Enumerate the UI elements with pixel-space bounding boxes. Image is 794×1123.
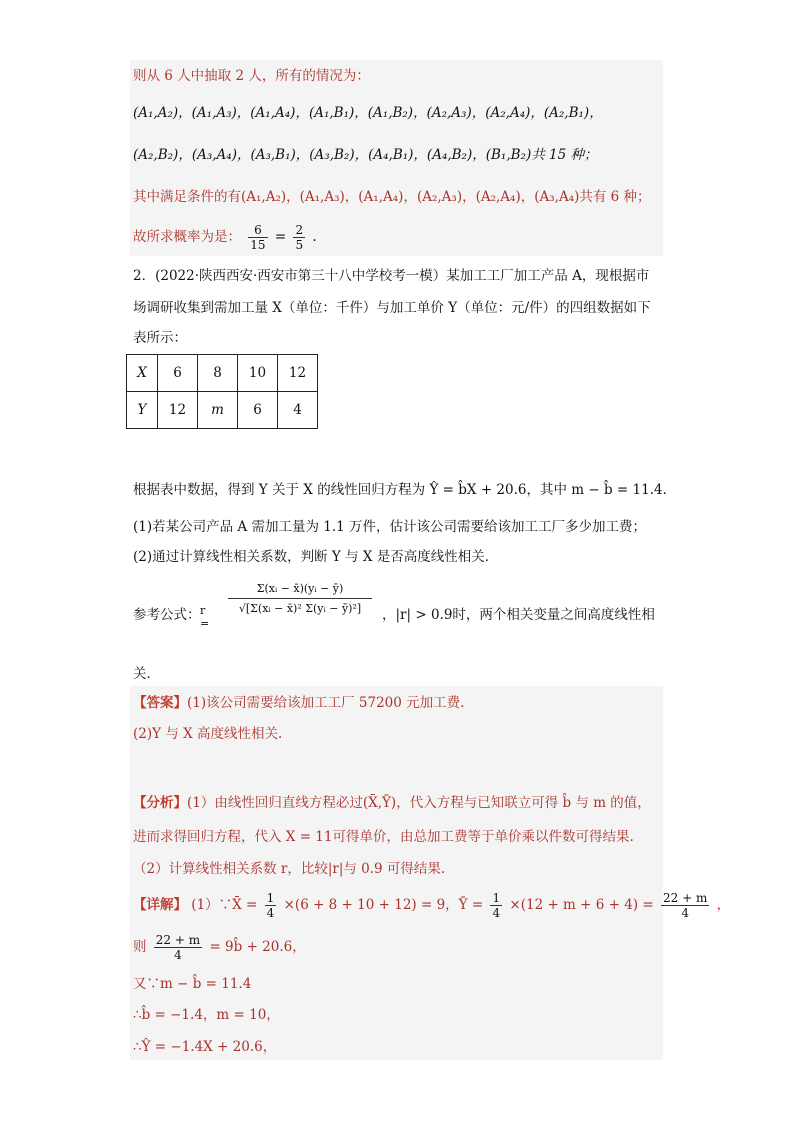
- table-row: X 6 8 10 12: [127, 355, 318, 392]
- detail-4: ∴b̂ = −1.4，m = 10，: [133, 1007, 280, 1023]
- probability-label: 故所求概率为是：: [133, 229, 241, 245]
- probability-line: 故所求概率为是： $\frac{6}{15}$ = $\frac{2}{5}$ .: [133, 223, 317, 252]
- detail-3: 又∵m − b̂ = 11.4: [133, 976, 252, 992]
- detail-5: ∴Ŷ = −1.4X + 20.6，: [133, 1039, 277, 1055]
- cases-row-2: (A₂,B₂)，(A₃,A₄)，(A₃,B₁)，(A₃,B₂)，(A₄,B₁)，(A₄,B₂)，(B₁,B₂)共 15 种；: [133, 147, 598, 163]
- detail-tag: 【详解】: [133, 897, 187, 913]
- answer-1: 【答案】(1)该公司需要给该加工工厂 57200 元加工费.: [133, 695, 465, 711]
- fraction: $\frac{1}{4}$: [266, 891, 275, 920]
- question-1: (1)若某公司产品 A 需加工量为 1.1 万件，估计该公司需要给该加工工厂多少加工费；: [133, 519, 647, 535]
- analysis-2: 进而求得回归方程，代入 X = 11可得单价，由总加工费等于单价乘以件数可得结果.: [133, 829, 634, 845]
- answer-tag: 【答案】: [133, 695, 187, 711]
- cases-row-1: (A₁,A₂)，(A₁,A₃)，(A₁,A₄)，(A₁,B₁)，(A₁,B₂)，(A₂,A₃)，(A₂,A₄)，(A₂,B₁)，: [133, 105, 603, 121]
- favorable-cases: 其中满足条件的有(A₁,A₂)，(A₁,A₃)，(A₁,A₄)，(A₂,A₃)，(A₂,A₄)，(A₃,A₄)共有 6 种；: [133, 189, 651, 205]
- data-table: [126, 354, 318, 429]
- problem-2-line-3: 表所示：: [133, 330, 187, 346]
- fraction-6-15: $\frac{6}{15}$: [250, 223, 266, 252]
- reference-tail: ，|r| > 0.9时，两个相关变量之间高度线性相: [382, 607, 655, 623]
- problem-2-line-1: 2．(2022·陕西西安·西安市第三十八中学校考一模）某加工工厂加工产品 A，现根据市: [133, 268, 650, 284]
- detail-2: 则 $\frac{22 + m}{4}$ = 9b̂ + 20.6，: [133, 933, 306, 962]
- analysis-3: （2）计算线性相关系数 r，比较|r|与 0.9 可得结果.: [133, 861, 446, 877]
- analysis-1: 【分析】(1）由线性回归直线方程必过(X̄,Ȳ)，代入方程与已知联立可得 b̂ 与 m 的值，: [133, 795, 651, 811]
- detail-1: 【详解】 (1）∵X̄ = $\frac{1}{4}$ ×(6 + 8 + 10 + 12) = 9，Ȳ = $\frac{1}{4}$ ×(12 + m + 6 + 4) = $\frac{22 + m}{4}$ ，: [133, 891, 731, 920]
- fraction: $\frac{22 + m}{4}$: [663, 891, 708, 920]
- analysis-tag: 【分析】: [133, 795, 187, 811]
- reference-tail-2: 关．: [133, 666, 160, 682]
- question-2: (2)通过计算线性相关系数，判断 Y 与 X 是否高度线性相关．: [133, 549, 499, 565]
- answer-2: (2)Y 与 X 高度线性相关.: [133, 726, 283, 742]
- solution-intro: 则从 6 人中抽取 2 人，所有的情况为：: [133, 68, 370, 84]
- fraction: $\frac{1}{4}$: [492, 891, 501, 920]
- fraction: $\frac{22 + m}{4}$: [155, 933, 201, 962]
- reference-label: 参考公式：: [133, 607, 201, 623]
- fraction-2-5: $\frac{2}{5}$: [295, 223, 304, 252]
- regression-given: 根据表中数据，得到 Y 关于 X 的线性回归方程为 Ŷ = b̂X + 20.6，其中 m − b̂ = 11.4．: [133, 482, 677, 498]
- table-row: Y 12 m 6 4: [127, 392, 318, 429]
- problem-2-line-2: 场调研收集到需加工量 X（单位：千件）与加工单价 Y（单位：元/件）的四组数据如下: [133, 300, 651, 316]
